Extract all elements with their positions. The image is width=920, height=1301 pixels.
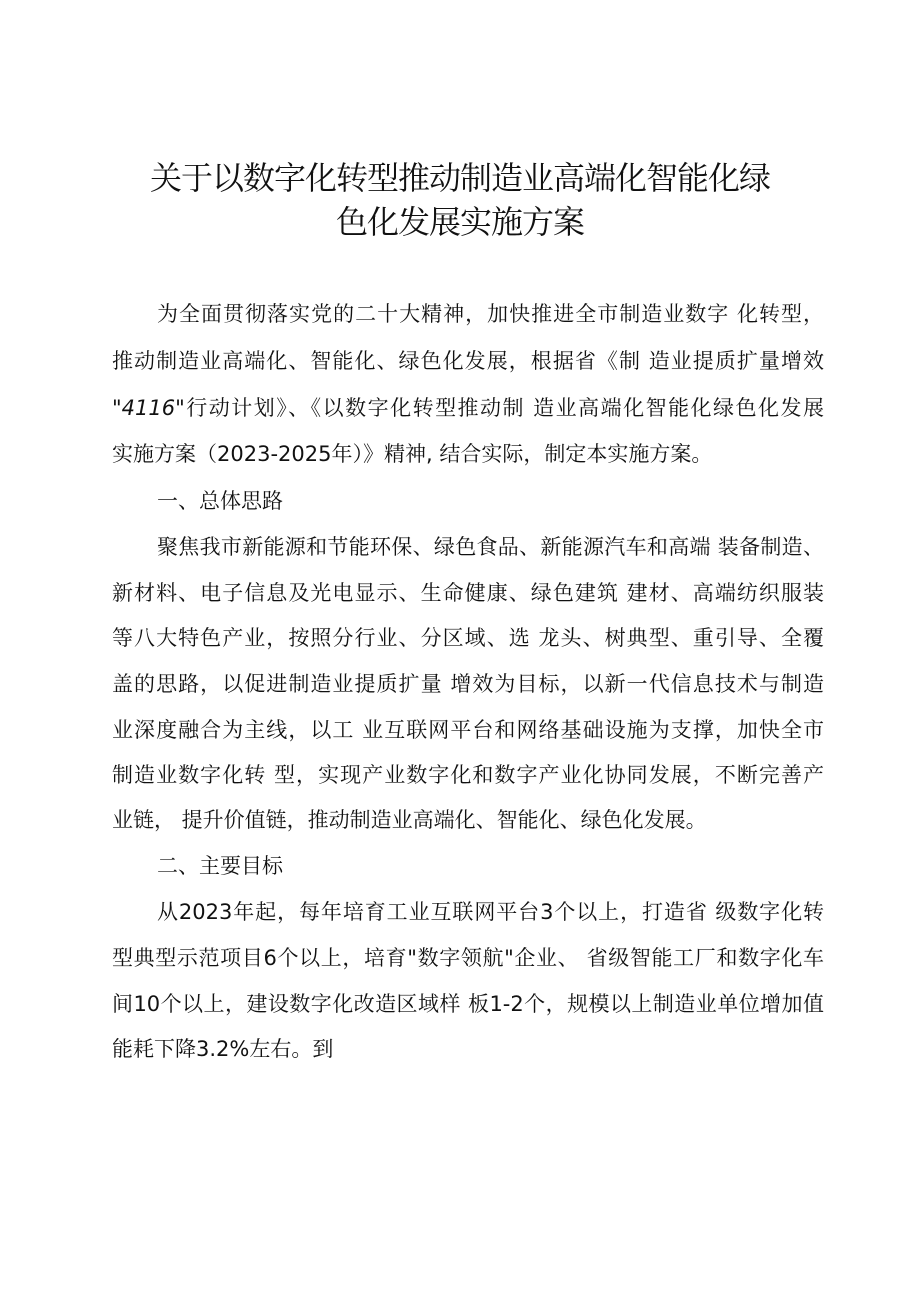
section1-line-4: 盖的思路，以促进制造业提质扩量 增效为目标，以新一代信息技术与制造 [112, 672, 824, 696]
intro-line-1: 为全面贯彻落实党的二十大精神，加快推进全市制造业数字 化转型， [157, 302, 824, 326]
intro-quote: "4116" [112, 396, 185, 420]
section1-line-7: 业链， 提升价值链，推动制造业高端化、智能化、绿色化发展。 [112, 808, 707, 832]
document-title-line-2: 色化发展实施方案 [335, 203, 584, 241]
section1-line-3: 等八大特色产业，按照分行业、分区域、选 龙头、树典型、重引导、全覆 [112, 626, 824, 650]
section1-line-5: 业深度融合为主线，以工 业互联网平台和网络基础设施为支撑，加快全市 [112, 718, 824, 742]
document-title-line-1: 关于以数字化转型推动制造业高端化智能化绿 [149, 159, 770, 197]
section1-line-1: 聚焦我市新能源和节能环保、绿色食品、新能源汽车和高端 装备制造、 [157, 535, 824, 559]
section-heading-overall-approach: 一、总体思路 [157, 489, 283, 513]
intro-line-3-text: 行动计划》、《以数字化转型推动制 造业高端化智能化绿色化发展 [184, 396, 824, 420]
section2-line-3: 间10个以上，建设数字化改造区域样 板1-2个，规模以上制造业单位增加值 [112, 992, 824, 1016]
intro-line-2: 推动制造业高端化、智能化、绿色化发展，根据省《制 造业提质扩量增效 [112, 349, 824, 373]
section-heading-main-goals: 二、主要目标 [157, 854, 283, 878]
intro-line-3 [112, 394, 824, 422]
section2-line-2: 型典型示范项目6个以上，培育"数字领航"企业、 省级智能工厂和数字化车 [112, 946, 824, 970]
section2-line-1: 从2023年起，每年培育工业互联网平台3个以上，打造省 级数字化转 [157, 900, 824, 924]
section2-line-4: 能耗下降3.2%左右。到 [112, 1037, 334, 1061]
section1-line-6: 制造业数字化转 型，实现产业数字化和数字产业化协同发展，不断完善产 [112, 763, 824, 787]
intro-line-4: 实施方案（2023-2025年）》精神, 结合实际，制定本实施方案。 [112, 442, 713, 466]
section1-line-2: 新材料、电子信息及光电显示、生命健康、绿色建筑 建材、高端纺织服装 [112, 581, 824, 605]
